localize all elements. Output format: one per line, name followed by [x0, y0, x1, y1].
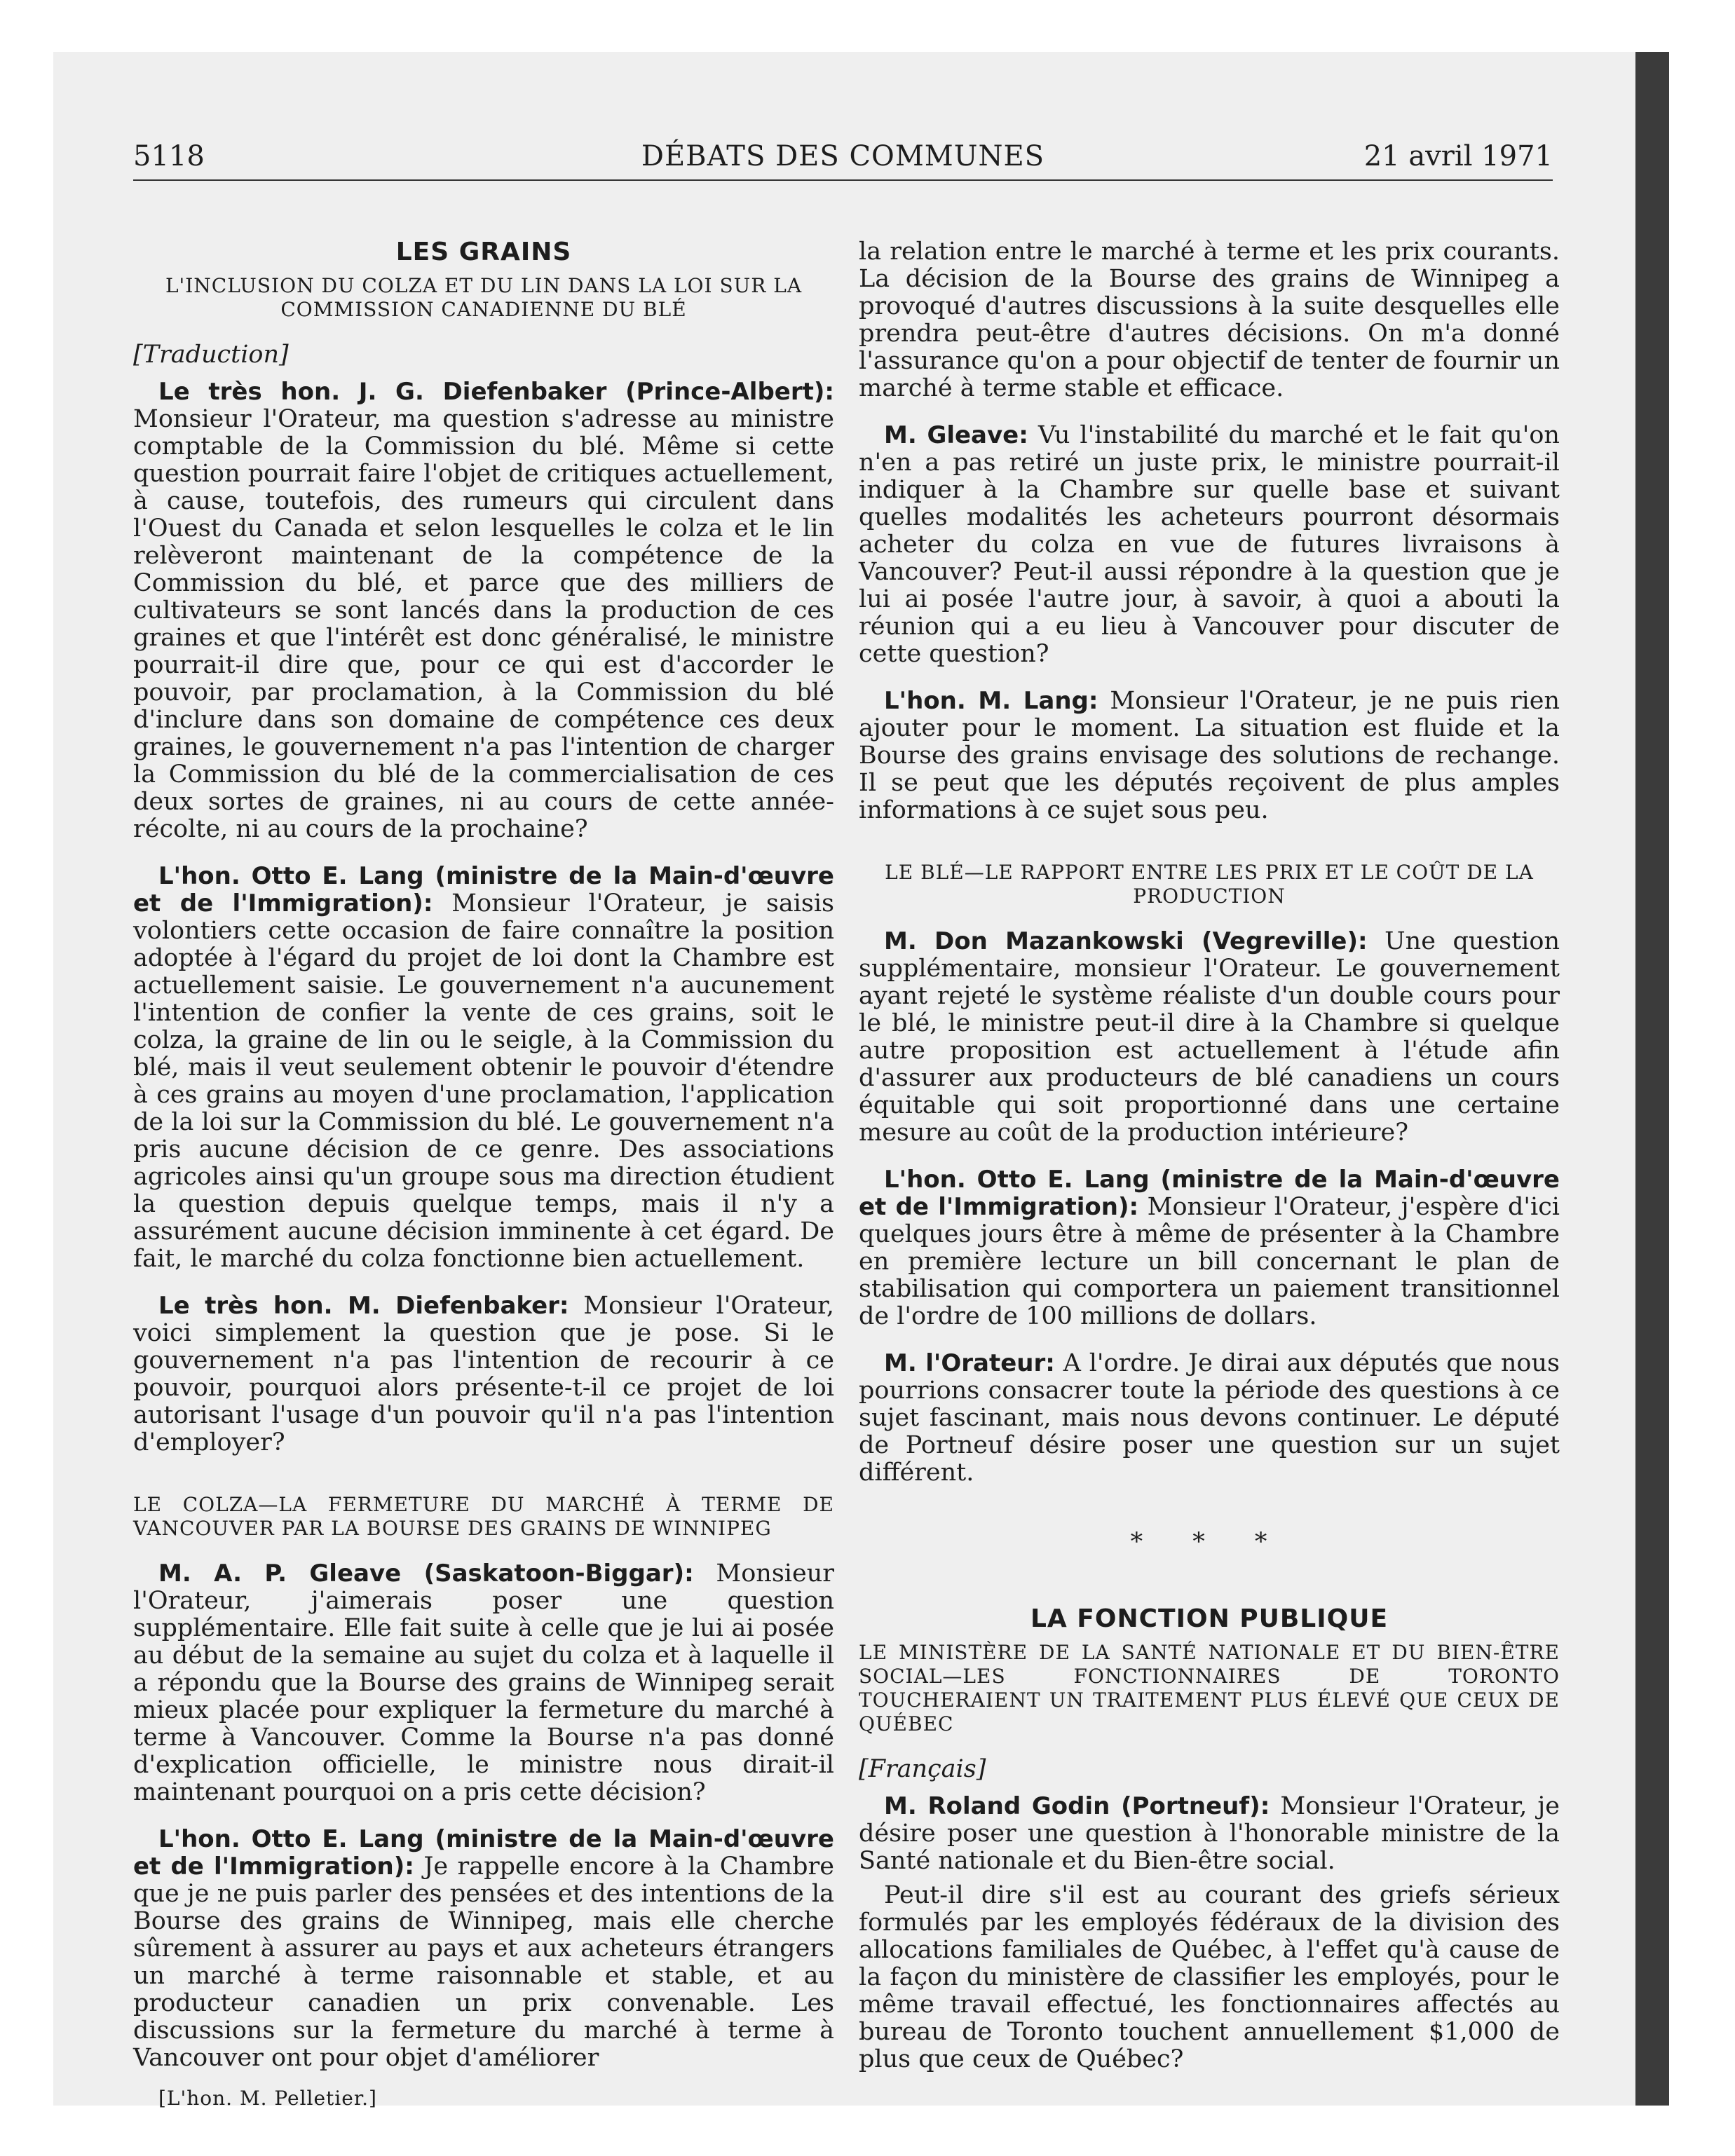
- speaker-name: L'hon. Otto E. Lang (ministre de la Main-d'œuvre et de l'Immigration):: [859, 1166, 1560, 1221]
- speaker-name: M. Gleave:: [884, 421, 1028, 449]
- subheading-ble-prix: LE BLÉ—LE RAPPORT ENTRE LES PRIX ET LE COÛT DE LA PRODUCTION: [885, 861, 1534, 908]
- speech-paragraph: [133, 863, 834, 1273]
- speaker-name: L'hon. Otto E. Lang (ministre de la Main-d'œuvre et de l'Immigration):: [133, 1825, 834, 1881]
- speech-text: Monsieur l'Orateur, voici simplement la question que je pose. Si le gouvernement n'a pas l'intention de recourir à ce pouvoir, pourquoi alors présente-t-il ce projet de loi autorisant l'usage d'un pouvoir qu'il n'a pas l'intention d'employer?: [133, 1292, 834, 1456]
- translation-note: [Traduction]: [133, 341, 289, 369]
- speech-text: Monsieur l'Orateur, j'aimerais poser une question supplémentaire. Elle fait suite à celle que je lui ai posée au début de la semaine au sujet du colza et à laquelle il a répondu que la Bourse des grains de Winnipeg serait mieux placée pour expliquer la fermeture du marché à terme à Vancouver. Comme la Bourse n'a pas donné d'explication officielle, le ministre nous dirait-il maintenant pourquoi on a pris cette décision?: [133, 1560, 834, 1806]
- speaker-name: M. l'Orateur:: [884, 1349, 1055, 1377]
- speech-text: Monsieur l'Orateur, j'espère d'ici quelques jours être à même de présenter à la Chambre en première lecture un bill concernant le plan de stabilisation qui comportera un paiement transitionnel de l'ordre de 100 millions de dollars.: [859, 1193, 1560, 1330]
- speaker-name: Le très hon. M. Diefenbaker:: [158, 1292, 569, 1320]
- footnote-speaker: [L'hon. M. Pelletier.]: [158, 2087, 377, 2110]
- speaker-name: Le très hon. J. G. Diefenbaker (Prince-Albert):: [158, 378, 834, 406]
- speaker-name: M. A. P. Gleave (Saskatoon-Biggar):: [158, 1560, 694, 1588]
- right-column: [859, 238, 1560, 2093]
- speech-paragraph: [859, 1350, 1560, 1487]
- speech-text: Monsieur l'Orateur, je désire poser une question à l'honorable ministre de la Santé nationale et du Bien-être social.: [859, 1792, 1560, 1875]
- left-column: [133, 238, 834, 2112]
- publication-title: DÉBATS DES COMMUNES: [641, 140, 1045, 172]
- section-title-grains: LES GRAINS: [395, 238, 572, 266]
- speech-paragraph: [859, 1166, 1560, 1330]
- speech-paragraph: [859, 928, 1560, 1147]
- speech-text: Monsieur l'Orateur, ma question s'adresse au ministre comptable de la Commission du blé. Même si cette question pourrait faire l'objet de critiques actuellement, à cause, toutefois, des rumeurs qui circulent dans l'Ouest du Canada et selon lesquelles le colza et le lin relèveront maintenant de la compétence de la Commission du blé, et parce que des milliers de cultivateurs se sont lancés dans la production de ces graines et que l'intérêt est donc généralisé, le ministre pourrait-il dire que, pour ce qui est d'accorder le pouvoir, par proclamation, à la Commission du blé d'inclure dans son domaine de compétence ces deux graines, le gouvernement n'a pas l'intention de charger la Commission du blé de la commercialisation de ces deux sortes de graines, ni au cours de cette année-récolte, ni au cours de la prochaine?: [133, 405, 834, 843]
- speech-text: Une question supplémentaire, monsieur l'Orateur. Le gouvernement ayant rejeté le système réaliste d'un double cours pour le blé, le ministre peut-il dire à la Chambre si quelque autre proposition est actuellement à l'étude afin d'assurer aux producteurs de blé canadiens un cours équitable qui soit proportionné dans une certaine mesure au coût de la production intérieure?: [859, 927, 1560, 1147]
- speaker-name: M. Don Mazankowski (Vegreville):: [884, 927, 1368, 955]
- subheading-sante-nationale: LE MINISTÈRE DE LA SANTÉ NATIONALE ET DU BIEN-ÊTRE SOCIAL—LES FONCTIONNAIRES DE TORONTO TOUCHERAIENT UN TRAITEMENT PLUS ÉLEVÉ QUE CEUX DE QUÉBEC: [859, 1641, 1560, 1735]
- speech-paragraph: [133, 1826, 834, 2072]
- speaker-name: L'hon. M. Lang:: [884, 687, 1098, 715]
- speech-paragraph: [859, 688, 1560, 824]
- speaker-name: M. Roland Godin (Portneuf):: [884, 1792, 1270, 1820]
- subheading-colza-vancouver: LE COLZA—LA FERMETURE DU MARCHÉ À TERME DE VANCOUVER PAR LA BOURSE DES GRAINS DE WINNIPEG: [133, 1493, 834, 1540]
- page-header: [133, 140, 1553, 181]
- speech-paragraph: Peut-il dire s'il est au courant des griefs sérieux formulés par les employés fédéraux de la division des allocations familiales de Québec, à l'effet qu'à cause de la façon du ministère de classifier les employés, pour le même travail effectué, les fonctionnaires affectés au bureau de Toronto touchent annuellement $1,000 de plus que ceux de Québec?: [859, 1881, 1560, 2073]
- publication-date: 21 avril 1971: [1363, 140, 1553, 172]
- speech-text: Monsieur l'Orateur, je saisis volontiers cette occasion de faire connaître la position adoptée à l'égard du projet de loi dont la Chambre est actuellement saisie. Le gouvernement n'a aucunement l'intention de confier la vente de ces grains, soit le colza, la graine de lin ou le seigle, à la Commission du blé, mais il veut seulement obtenir le pouvoir d'étendre à ces grains au moyen d'une proclamation, l'application de la loi sur la Commission du blé. Le gouvernement n'a pris aucune décision de ce genre. Des associations agricoles ainsi qu'un groupe sous ma direction étudient la question depuis quelque temps, mais il n'y a assurément aucune décision imminente à cet égard. De fait, le marché du colza fonctionne bien actuellement.: [133, 889, 835, 1273]
- page-number: 5118: [133, 140, 205, 172]
- section-separator: * * *: [1130, 1528, 1288, 1556]
- speech-paragraph: [859, 422, 1560, 668]
- section-title-fonction-publique: LA FONCTION PUBLIQUE: [1030, 1604, 1389, 1633]
- speech-text: Vu l'instabilité du marché et le fait qu'on n'en a pas retiré un juste prix, le ministre pourrait-il indiquer à la Chambre sur quelle base et suivant quelles modalités les acheteurs pourront désormais acheter du colza en vue de futures livraisons à Vancouver? Peut-il aussi répondre à la question que je lui ai posée l'autre jour, à savoir, à quoi a abouti la réunion qui a eu lieu à Vancouver pour discuter de cette question?: [859, 421, 1560, 668]
- subheading-colza-lin: L'INCLUSION DU COLZA ET DU LIN DANS LA LOI SUR LA COMMISSION CANADIENNE DU BLÉ: [165, 274, 803, 321]
- speech-paragraph: [133, 378, 834, 843]
- speech-text: Monsieur l'Orateur, je ne puis rien ajouter pour le moment. La situation est fluide et la Bourse des grains envisage des solutions de rechange. Il se peut que les députés reçoivent de plus amples informations à ce sujet sous peu.: [859, 687, 1560, 824]
- speech-continuation: la relation entre le marché à terme et les prix courants. La décision de la Bourse des grains de Winnipeg a provoqué d'autres discussions à la suite desquelles elle prendra peut-être d'autres décisions. On m'a donné l'assurance qu'on a pour objectif de tenter de fournir un marché à terme stable et efficace.: [859, 238, 1560, 402]
- speech-text: Je rappelle encore à la Chambre que je ne puis parler des pensées et des intentions de la Bourse des grains de Winnipeg, mais elle cherche sûrement à assurer au pays et aux acheteurs étrangers un marché à terme raisonnable et stable, et au producteur canadien un prix convenable. Les discussions sur la fermeture du marché à terme à Vancouver ont pour objet d'améliorer: [133, 1853, 834, 2072]
- speaker-name: L'hon. Otto E. Lang (ministre de la Main-d'œuvre et de l'Immigration):: [133, 862, 834, 917]
- speech-paragraph: [133, 1560, 834, 1806]
- language-note: [Français]: [859, 1755, 986, 1783]
- speech-text: A l'ordre. Je dirai aux députés que nous pourrions consacrer toute la période des questions à ce sujet fascinant, mais nous devons continuer. Le député de Portneuf désire poser une question sur un sujet différent.: [859, 1349, 1560, 1487]
- scan-edge-bar: [1635, 52, 1669, 2106]
- speech-paragraph: [859, 1793, 1560, 1875]
- speech-paragraph: [133, 1292, 834, 1456]
